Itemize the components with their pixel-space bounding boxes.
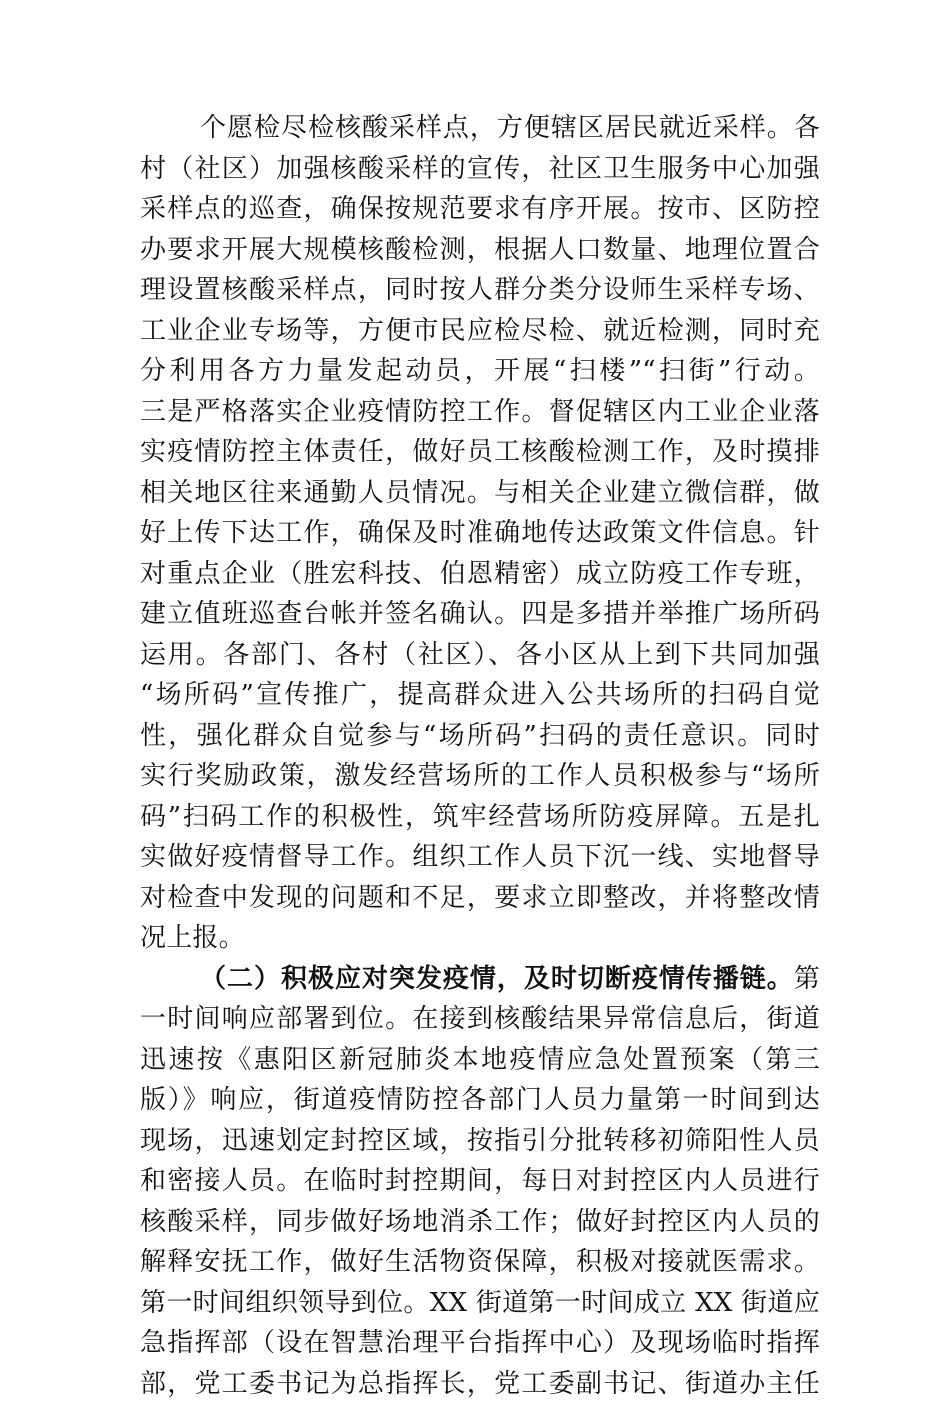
paragraph-1	[140, 108, 820, 959]
section-heading: （二）积极应对突发疫情，及时切断疫情传播链。	[200, 964, 794, 994]
text-line: 村（社区）加强核酸采样的宣传，社区卫生服务中心加强	[140, 149, 820, 190]
text-line: 办要求开展大规模核酸检测，根据人口数量、地理位置合	[140, 230, 820, 271]
text-line: 好上传下达工作，确保及时准确地传达政策文件信息。针	[140, 513, 820, 554]
text-line: 运用。各部门、各村（社区）、各小区从上到下共同加强	[140, 635, 820, 676]
paragraph-2	[140, 959, 820, 1404]
text-line: 分利用各方力量发起动员，开展“扫楼”“扫街”行动。	[140, 351, 820, 392]
text-line: 对检查中发现的问题和不足，要求立即整改，并将整改情	[140, 878, 820, 919]
text-line: 实行奖励政策，激发经营场所的工作人员积极参与“场所	[140, 756, 820, 797]
text-line: 核酸采样，同步做好场地消杀工作；做好封控区内人员的	[140, 1202, 820, 1243]
text-line: 部，党工委书记为总指挥长，党工委副书记、街道办主任	[140, 1364, 820, 1404]
text-line: 三是严格落实企业疫情防控工作。督促辖区内工业企业落	[140, 392, 820, 433]
text-line: “场所码”宣传推广，提高群众进入公共场所的扫码自觉	[140, 675, 820, 716]
text-line: 第一时间组织领导到位。XX 街道第一时间成立 XX 街道应	[140, 1283, 820, 1324]
text-fragment: 第	[794, 964, 820, 994]
text-line: 对重点企业（胜宏科技、伯恩精密）成立防疫工作专班，	[140, 554, 820, 595]
text-line: 现场，迅速划定封控区域，按指引分批转移初筛阳性人员	[140, 1121, 820, 1162]
text-line: 急指挥部（设在智慧治理平台指挥中心）及现场临时指挥	[140, 1323, 820, 1364]
text-line: 迅速按《惠阳区新冠肺炎本地疫情应急处置预案（第三	[140, 1040, 820, 1081]
text-line: 性，强化群众自觉参与“场所码”扫码的责任意识。同时	[140, 716, 820, 757]
text-line: 码”扫码工作的积极性，筑牢经营场所防疫屏障。五是扎	[140, 797, 820, 838]
text-line: 建立值班巡查台帐并签名确认。四是多措并举推广场所码	[140, 594, 820, 635]
text-line: 版）》响应，街道疫情防控各部门人员力量第一时间到达	[140, 1080, 820, 1121]
text-line: 实疫情防控主体责任，做好员工核酸检测工作，及时摸排	[140, 432, 820, 473]
paragraph-2-first-line	[140, 959, 820, 1000]
text-line: 采样点的巡查，确保按规范要求有序开展。按市、区防控	[140, 189, 820, 230]
text-line: 实做好疫情督导工作。组织工作人员下沉一线、实地督导	[140, 837, 820, 878]
text-line: 和密接人员。在临时封控期间，每日对封控区内人员进行	[140, 1161, 820, 1202]
text-line: 理设置核酸采样点，同时按人群分类分设师生采样专场、	[140, 270, 820, 311]
text-line: 况上报。	[140, 918, 820, 959]
text-line: 工业企业专场等，方便市民应检尽检、就近检测，同时充	[140, 311, 820, 352]
text-line: 解释安抚工作，做好生活物资保障，积极对接就医需求。	[140, 1242, 820, 1283]
document-body	[140, 108, 820, 1404]
text-line: 相关地区往来通勤人员情况。与相关企业建立微信群，做	[140, 473, 820, 514]
text-line: 个愿检尽检核酸采样点，方便辖区居民就近采样。各	[140, 108, 820, 149]
text-line: 一时间响应部署到位。在接到核酸结果异常信息后，街道	[140, 999, 820, 1040]
